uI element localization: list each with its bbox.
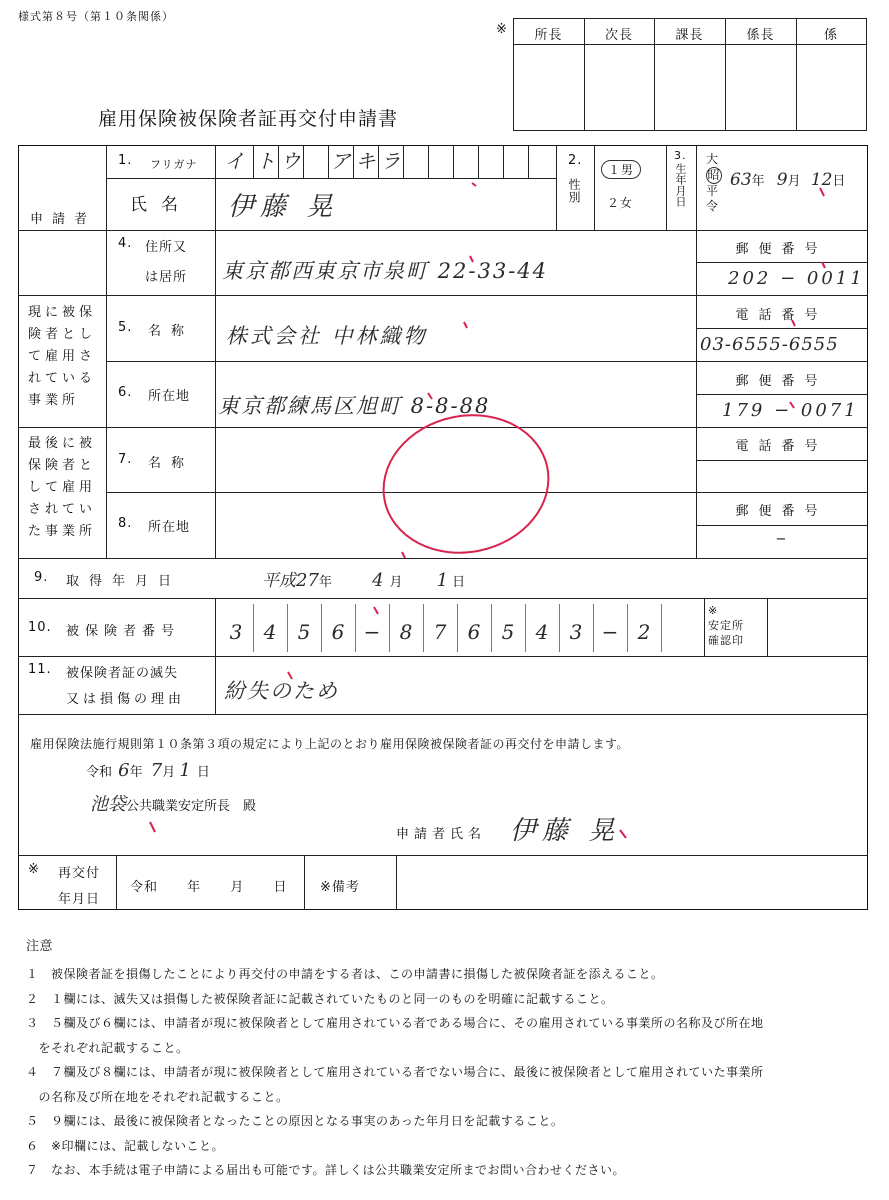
field-number: 9.: [34, 570, 49, 585]
red-tick: [464, 322, 467, 328]
employer-location-label: 所在地: [148, 389, 191, 404]
office-use-mark: ※: [496, 22, 508, 37]
section-label-line: 現に被保: [28, 305, 97, 320]
sex-male-option[interactable]: １男: [601, 160, 641, 179]
field-number: 5.: [118, 320, 133, 335]
insured-digit: 4: [535, 620, 549, 644]
postal-label: 郵便番号: [735, 374, 828, 389]
applicant-signature-label: 申請者氏名: [396, 827, 487, 842]
insured-digit: 6: [331, 620, 345, 644]
postal-label: 郵便番号: [735, 242, 828, 257]
note-item: ７ なお、本手続は電子申請による届出も可能です。詳しくは公共職業安定所までお問い合わせください。: [26, 1163, 626, 1177]
month-unit: 月: [389, 575, 403, 590]
furigana-char: イ: [224, 149, 245, 173]
birth-day: 12: [810, 170, 833, 190]
postal-value[interactable]: 202 − 0011: [728, 268, 865, 289]
month-unit: 月: [162, 765, 176, 780]
confirm-label-line: 安定所: [708, 619, 744, 632]
reissue-label: 年月日: [58, 892, 101, 907]
day-unit: 日: [273, 880, 288, 895]
note-item: １ 被保険者証を損傷したことにより再交付の申請をする者は、この申請書に損傷した被保険者証を添えること。: [26, 967, 664, 981]
address-value[interactable]: 東京都西東京市泉町 22-33-44: [222, 259, 549, 283]
note-item: をそれぞれ記載すること。: [26, 1040, 189, 1055]
office-name-printed: 公共職業安定所長 殿: [126, 799, 257, 814]
day-unit: 日: [196, 765, 210, 780]
declaration-day: 1: [179, 760, 191, 781]
furigana-label: フリガナ: [150, 158, 198, 171]
declaration-era: 令和: [86, 765, 113, 780]
note-item: ５ ９欄には、最後に被保険者となったことの原因となる事実のあった年月日を記載すること。: [26, 1114, 564, 1128]
red-tick: [472, 183, 476, 186]
insured-digit: 8: [399, 620, 413, 644]
section-label-line: されてい: [28, 502, 97, 517]
red-tick: [402, 552, 405, 558]
notes-heading: 注意: [26, 939, 54, 954]
year-unit: 年: [751, 174, 765, 189]
insured-digit: 6: [467, 620, 481, 644]
birth-year: 63: [730, 170, 752, 190]
form-number: 様式第８号（第１０条関係）: [18, 10, 174, 23]
stamp-label: 課長: [675, 28, 704, 43]
red-tick: [790, 402, 794, 408]
employer-location-value[interactable]: 東京都練馬区旭町 8-8-88: [218, 394, 491, 418]
stamp-label: 所長: [534, 28, 563, 43]
furigana-char: ウ: [280, 149, 301, 173]
birth-month: 9: [776, 170, 788, 190]
day-unit: 日: [832, 174, 846, 189]
reissue-label: 再交付: [58, 866, 101, 881]
section-label-line: た事業所: [28, 524, 97, 539]
section-label-line: 最後に被: [28, 436, 97, 451]
stamp-label: 係: [823, 28, 838, 43]
month-unit: 月: [230, 880, 245, 895]
phone-label: 電話番号: [735, 308, 828, 323]
office-name-handwritten: 池袋: [90, 794, 126, 815]
note-item: の名称及び所在地をそれぞれ記載すること。: [26, 1089, 289, 1104]
address-label: は居所: [145, 270, 188, 285]
insured-digit: 5: [297, 620, 311, 644]
declaration-month: 7: [150, 760, 163, 781]
reason-label: 又は損傷の理由: [66, 692, 186, 707]
confirm-mark: ※: [708, 604, 719, 617]
reissue-era: 令和: [130, 880, 159, 895]
reason-label: 被保険者証の滅失: [66, 666, 179, 681]
postal-label: 郵便番号: [735, 504, 828, 519]
acquisition-month: 4: [372, 570, 384, 591]
era-heisei: 平: [706, 184, 720, 198]
furigana-char: ラ: [380, 149, 401, 173]
section-label-line: 事業所: [28, 393, 80, 408]
red-tick: [374, 607, 378, 614]
red-tick: [792, 320, 795, 326]
furigana-char: キ: [355, 149, 376, 173]
insured-digit: −: [363, 620, 381, 644]
acquisition-era: 平成: [262, 571, 296, 591]
confirm-label-line: 確認印: [708, 634, 744, 647]
insured-digit: 2: [637, 620, 651, 644]
last-employer-name-label: 名称: [148, 456, 195, 471]
notes-list: [26, 962, 764, 1183]
red-tick: [288, 672, 292, 679]
note-item: ２ １欄には、滅失又は損傷した被保険者証に記載されていたものと同一のものを明確に記載すること。: [26, 991, 614, 1006]
reason-value[interactable]: 紛失のため: [224, 679, 339, 703]
field-number: 10.: [28, 620, 52, 635]
employer-name-label: 名称: [148, 324, 195, 339]
field-number: 3.: [674, 149, 687, 162]
stamp-label: 係長: [746, 28, 775, 43]
insured-number-label: 被保険者番号: [66, 624, 181, 639]
note-item: ３ ５欄及び６欄には、申請者が現に被保険者として雇用されている者である場合に、その雇用されている事業所の名称及び所在地: [26, 1016, 764, 1030]
red-check-circle: [371, 400, 562, 568]
furigana-char: ア: [330, 149, 351, 173]
insured-digit: 3: [229, 620, 243, 644]
page-title: 雇用保険被保険者証再交付申請書: [98, 108, 399, 130]
furigana-char: ト: [255, 149, 276, 173]
birth-label: 生年月日: [674, 163, 687, 207]
section-label-line: て雇用さ: [28, 349, 97, 364]
field-number: 7.: [118, 452, 133, 467]
insured-digit: 7: [433, 620, 447, 644]
section-label-line: 保険者と: [28, 458, 97, 473]
red-tick: [620, 830, 626, 838]
field-number: 4.: [118, 236, 133, 251]
red-tick: [820, 188, 824, 196]
year-unit: 年: [187, 880, 202, 895]
phone-label: 電話番号: [735, 439, 828, 454]
declaration-text: 雇用保険法施行規則第１０条第３項の規定により上記のとおり雇用保険被保険者証の再交付を申請します。: [30, 737, 630, 751]
acquisition-day: 1: [436, 570, 449, 591]
acquisition-year: 27: [296, 570, 319, 591]
reissue-mark: ※: [28, 862, 40, 877]
month-unit: 月: [787, 174, 801, 189]
employer-name-value[interactable]: 株式会社 中林織物: [226, 324, 428, 348]
remarks-label: ※備考: [320, 880, 360, 895]
section-label-line: 険者とし: [28, 327, 97, 342]
declaration-year: 6: [118, 760, 130, 781]
note-item: ４ ７欄及び８欄には、申請者が現に被保険者として雇用されている者でない場合に、最後に被保険者として雇用されていた事業所: [26, 1065, 764, 1079]
section-label-line: して雇用: [28, 480, 97, 495]
last-employer-location-label: 所在地: [148, 520, 191, 535]
field-number: 8.: [118, 516, 133, 531]
field-number: 2.: [568, 153, 583, 168]
acquisition-label: 取得年月日: [66, 574, 182, 589]
note-item: ６ ※印欄には、記載しないこと。: [26, 1138, 225, 1153]
sex-label: 性別: [567, 178, 581, 204]
red-tick: [822, 262, 825, 268]
sex-female-option[interactable]: ２女: [607, 196, 634, 210]
red-tick: [470, 256, 473, 262]
era-taisho: 大: [706, 152, 720, 166]
year-unit: 年: [129, 765, 143, 780]
address-label: 住所又: [145, 240, 188, 255]
section-label-line: れている: [28, 371, 97, 386]
day-unit: 日: [452, 575, 466, 590]
insured-digit: 5: [501, 620, 515, 644]
section-label-applicant: 申請者: [30, 212, 97, 227]
stamp-label: 次長: [604, 28, 633, 43]
insured-digit: −: [601, 620, 619, 644]
era-showa: 昭: [707, 168, 721, 182]
year-unit: 年: [318, 575, 332, 590]
red-tick: [428, 393, 432, 399]
field-number: 11.: [28, 662, 52, 677]
insured-digit: 3: [569, 620, 583, 644]
field-number: 6.: [118, 385, 133, 400]
postal-value[interactable]: 179 − 0071: [722, 400, 859, 421]
red-tick: [150, 822, 155, 832]
name-value[interactable]: 伊藤 晃: [228, 192, 339, 222]
insured-digit: 4: [263, 620, 277, 644]
era-reiwa: 令: [706, 199, 720, 213]
applicant-signature[interactable]: 伊藤 晃: [510, 816, 621, 846]
phone-value[interactable]: 03-6555-6555: [700, 334, 839, 355]
postal-value: −: [775, 532, 788, 547]
name-label: 氏名: [130, 195, 192, 215]
field-number: 1.: [118, 153, 133, 168]
